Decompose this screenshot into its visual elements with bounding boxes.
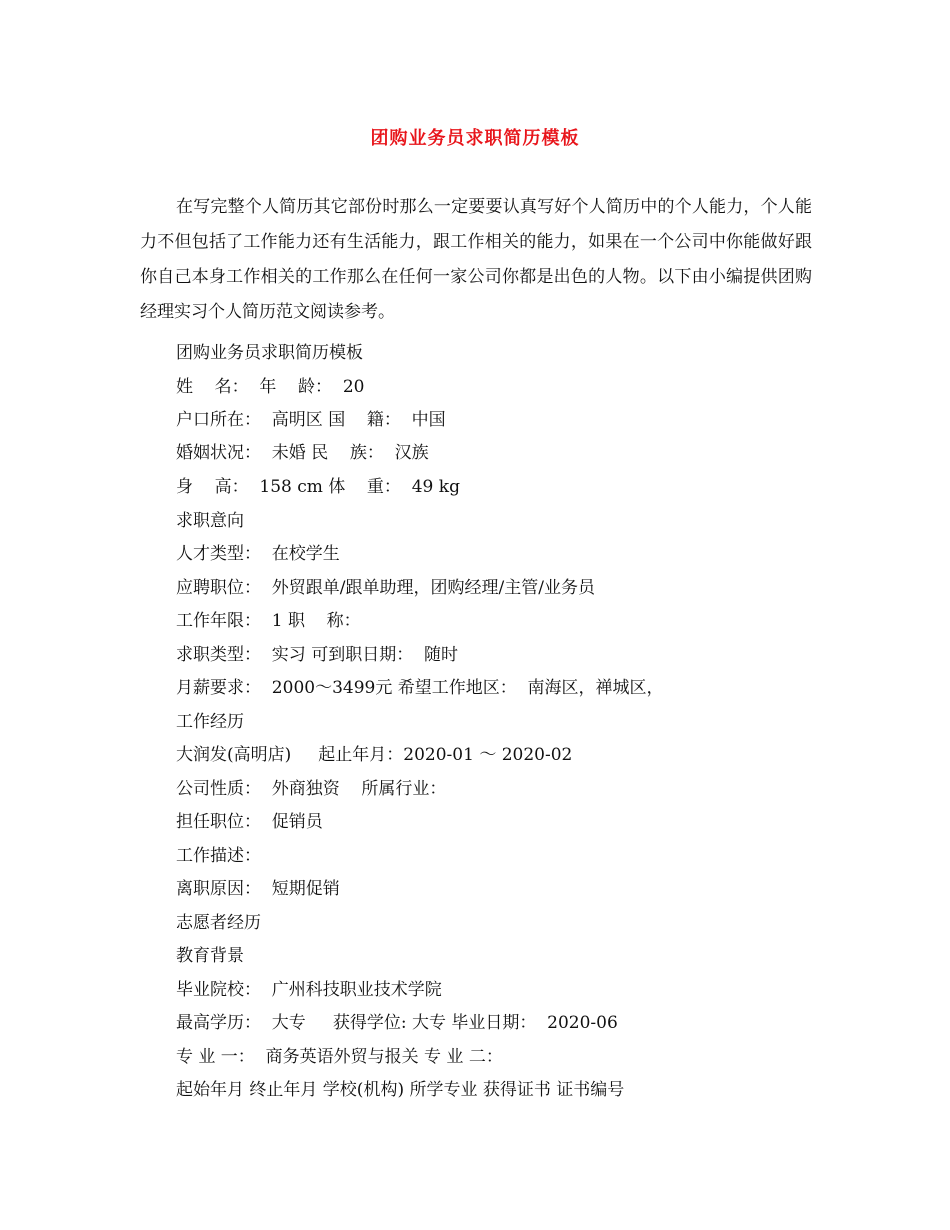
position-held-row: 担任职位： 促销员 xyxy=(176,812,323,832)
volunteer-heading: 志愿者经历 xyxy=(176,913,261,933)
degree-row: 最高学历： 大专 获得学位: 大专 毕业日期： 2020-06 xyxy=(176,1013,618,1033)
name-age-row: 姓 名： 年 龄： 20 xyxy=(176,377,365,397)
talent-type-row: 人才类型： 在校学生 xyxy=(176,544,340,564)
marital-ethnicity-row: 婚姻状况： 未婚 民 族： 汉族 xyxy=(176,443,429,463)
major-row: 专 业 一： 商务英语外贸与报关 专 业 二： xyxy=(176,1047,503,1067)
job-intention-heading: 求职意向 xyxy=(176,511,244,531)
education-table-header: 起始年月 终止年月 学校(机构) 所学专业 获得证书 证书编号 xyxy=(176,1080,625,1100)
salary-row: 月薪要求： 2000～3499元 希望工作地区： 南海区，禅城区， xyxy=(176,678,664,698)
leave-reason-row: 离职原因： 短期促销 xyxy=(176,879,340,899)
company-type-row: 公司性质： 外商独资 所属行业： xyxy=(176,779,447,799)
resume-heading: 团购业务员求职简历模板 xyxy=(176,343,363,363)
work-years-row: 工作年限： 1 职 称： xyxy=(176,611,361,631)
household-nationality-row: 户口所在： 高明区 国 籍： 中国 xyxy=(176,410,446,430)
height-weight-row: 身 高： 158 cm 体 重： 49 kg xyxy=(176,477,460,497)
intro-text: 在写完整个人简历其它部份时那么一定要要认真写好个人简历中的个人能力，个人能力不但包括了工作能力还有生活能力，跟工作相关的能力，如果在一个公司中你能做好跟你自己本身工作相关的工作那么在任何一家公司你都是出色的人物。以下由小编提供团购经理实习个人简历范文阅读参考。 xyxy=(140,197,812,322)
job-description-row: 工作描述： xyxy=(176,846,261,866)
applied-position-row: 应聘职位： 外贸跟单/跟单助理，团购经理/主管/业务员 xyxy=(176,578,595,598)
employer-row: 大润发(高明店) 起止年月：2020-01 ～ 2020-02 xyxy=(176,745,573,765)
education-heading: 教育背景 xyxy=(176,946,244,966)
school-row: 毕业院校： 广州科技职业技术学院 xyxy=(176,980,442,1000)
job-type-row: 求职类型： 实习 可到职日期： 随时 xyxy=(176,645,459,665)
intro-paragraph xyxy=(140,190,812,330)
work-experience-heading: 工作经历 xyxy=(176,712,244,732)
document-title: 团购业务员求职简历模板 xyxy=(370,128,580,149)
